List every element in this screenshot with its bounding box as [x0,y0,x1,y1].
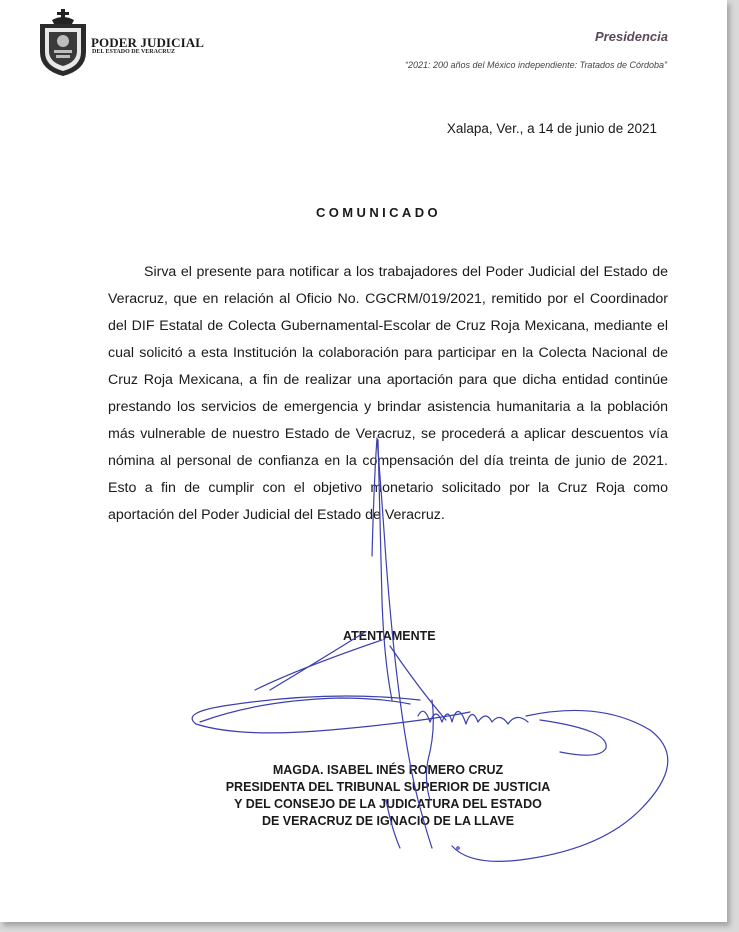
document-title: COMUNICADO [316,205,441,220]
signatory-block [188,762,588,830]
year-motto: “2021: 200 años del México independiente: Tratados de Córdoba” [404,60,667,70]
signatory-name: MAGDA. ISABEL INÉS ROMERO CRUZ [272,763,504,777]
closing-phrase: ATENTAMENTE [343,629,436,643]
signatory-title-line-1: PRESIDENTA DEL TRIBUNAL SUPERIOR DE JUSTICIA [225,780,551,794]
signatory-title-line-3: DE VERACRUZ DE IGNACIO DE LA LLAVE [261,814,515,828]
organization-subname: DEL ESTADO DE VERACRUZ [92,49,175,55]
organization-name: PODER JUDICIAL [91,35,204,50]
department-label: Presidencia [595,29,668,44]
place-and-date: Xalapa, Ver., a 14 de junio de 2021 [446,121,657,136]
signatory-title-line-2: Y DEL CONSEJO DE LA JUDICATURA DEL ESTADO [234,797,542,811]
poder-judicial-seal-icon [34,8,92,78]
letter-body: Sirva el presente para notificar a los trabajadores del Poder Judicial del Estado de Veracruz, que en relación al Oficio No. CGCRM/019/2021, remitido por el Coordinador del DIF Estatal de Colecta Gubernamental-Escolar de Cruz Roja Mexicana, mediante el cual solicitó a esta Institución la colaboración para participar en la Colecta Nacional de Cruz Roja Mexicana, a fin de realizar una aportación para que dicha entidad continúe prestando los servicios de emergencia y brindar asistencia humanitaria a la población más vulnerable de nuestro Estado de Veracruz, se procederá a aplicar descuentos vía nómina al personal de confianza en la compensación del día treinta de junio de 2021. Esto a fin de cumplir con el objetivo monetario solicitado por la Cruz Roja como aportación del Poder Judicial del Estado de Veracruz. [108,264,668,523]
